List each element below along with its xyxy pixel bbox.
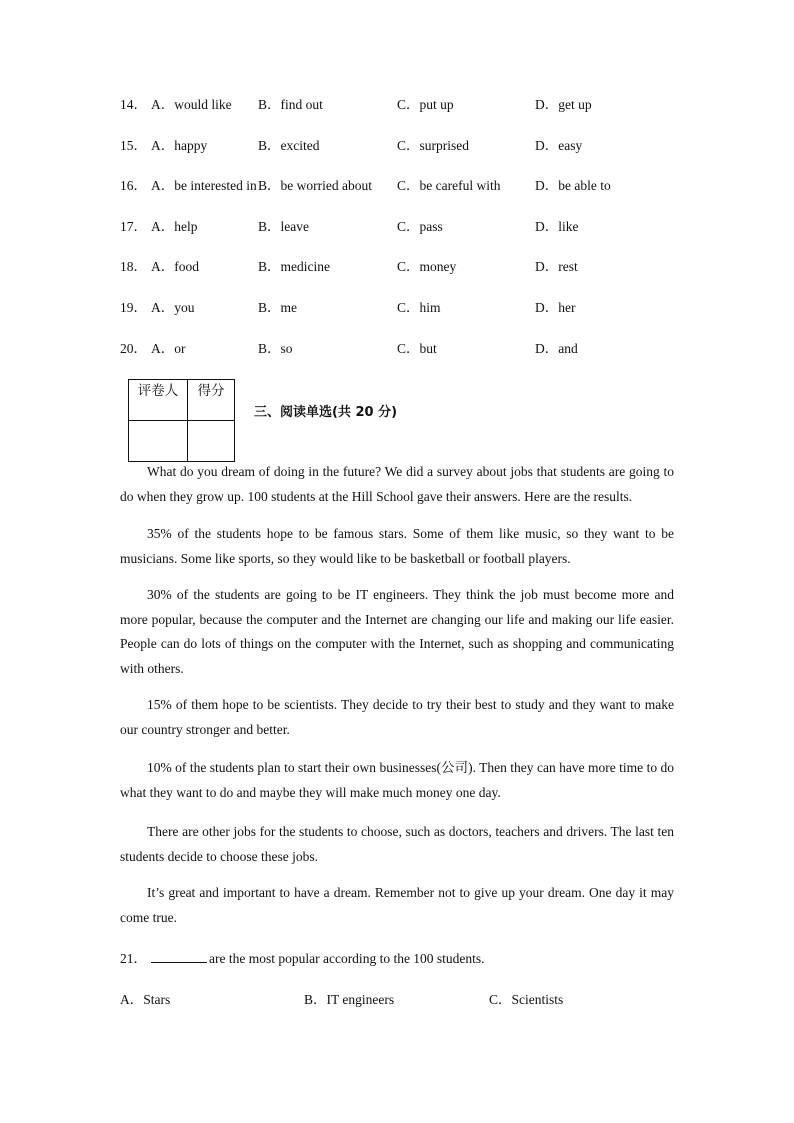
question-stem: are the most popular according to the 100 students. bbox=[209, 951, 485, 966]
question-21 bbox=[120, 947, 485, 967]
option-d: D．her bbox=[535, 300, 576, 315]
passage-paragraph: 35% of the students hope to be famous stars. Some of them like music, so they want to be musicians. Some like sports, so they would like to be basketball or football players. bbox=[120, 526, 674, 566]
option-d: D．easy bbox=[535, 138, 583, 153]
section-title: 三、阅读单选(共 20 分) bbox=[254, 405, 398, 420]
option-a: 14． A．would like bbox=[120, 97, 232, 112]
option-d: D．like bbox=[535, 219, 579, 234]
option-d: D．be able to bbox=[535, 178, 611, 193]
option-c: C．be careful with bbox=[397, 178, 501, 193]
option-a: 16． A．be interested in bbox=[120, 178, 257, 193]
passage-paragraph: 30% of the students are going to be IT engineers. They think the job must become more and more popular, because the computer and the Internet are changing our life and making our life easier. People can do lots of things on the computer with the Internet, such as shopping and communicating with others. bbox=[120, 587, 674, 676]
question-row bbox=[120, 258, 680, 276]
option-c: C．him bbox=[397, 300, 441, 315]
option-a: 15． A．happy bbox=[120, 138, 208, 153]
option-c: C．put up bbox=[397, 97, 454, 112]
passage-paragraph: 15% of them hope to be scientists. They decide to try their best to study and they want to make our country stronger and better. bbox=[120, 697, 674, 737]
option-b: B．medicine bbox=[258, 259, 330, 274]
option-c: C．money bbox=[397, 259, 457, 274]
passage-paragraph: 10% of the students plan to start their own businesses(公司). Then they can have more time to do what they want to do and maybe they will make much money one day. bbox=[120, 760, 674, 800]
question-row bbox=[120, 137, 680, 155]
question-row bbox=[120, 218, 680, 236]
option-b: B．IT engineers bbox=[304, 992, 395, 1007]
option-c: C．surprised bbox=[397, 138, 469, 153]
option-d: D．and bbox=[535, 341, 578, 356]
option-c: C．pass bbox=[397, 219, 443, 234]
option-b: B．leave bbox=[258, 219, 309, 234]
question-row bbox=[120, 299, 680, 317]
grader-label: 评卷人 bbox=[129, 380, 188, 421]
passage-paragraph: What do you dream of doing in the future? We did a survey about jobs that students are going to do when they grow up. 100 students at the Hill School gave their answers. Here are the results. bbox=[120, 464, 674, 504]
passage-paragraph: There are other jobs for the students to choose, such as doctors, teachers and drivers. The last ten students decide to choose these jobs. bbox=[120, 824, 674, 864]
option-a: 20． A．or bbox=[120, 341, 186, 356]
answer-blank[interactable] bbox=[151, 949, 207, 963]
option-c: C．Scientists bbox=[489, 992, 564, 1007]
question-row bbox=[120, 177, 680, 195]
option-b: B．find out bbox=[258, 97, 323, 112]
question-row bbox=[120, 96, 680, 114]
option-a: 18． A．food bbox=[120, 259, 199, 274]
option-b: B．excited bbox=[258, 138, 320, 153]
option-a: 19． A．you bbox=[120, 300, 195, 315]
option-d: D．get up bbox=[535, 97, 592, 112]
option-b: B．be worried about bbox=[258, 178, 372, 193]
grader-cell[interactable] bbox=[129, 421, 188, 462]
option-b: B．so bbox=[258, 341, 293, 356]
option-a: 17． A．help bbox=[120, 219, 198, 234]
score-label: 得分 bbox=[188, 380, 235, 421]
option-d: D．rest bbox=[535, 259, 578, 274]
option-b: B．me bbox=[258, 300, 297, 315]
option-a: A．Stars bbox=[120, 992, 171, 1007]
grader-table bbox=[128, 379, 235, 462]
score-cell[interactable] bbox=[188, 421, 235, 462]
passage-paragraph: It’s great and important to have a dream. Remember not to give up your dream. One day it may come true. bbox=[120, 885, 674, 925]
question-row bbox=[120, 340, 680, 358]
option-c: C．but bbox=[397, 341, 437, 356]
question-number: 21． bbox=[120, 951, 147, 966]
